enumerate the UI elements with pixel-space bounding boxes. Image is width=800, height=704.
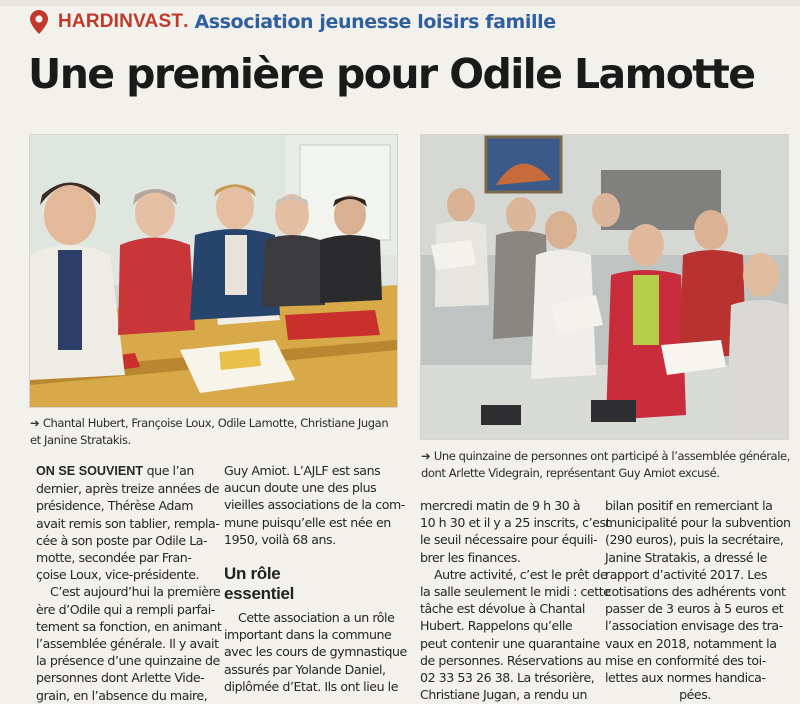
column-line: Cette association a un rôle [238,610,395,625]
section-subheading [224,564,294,604]
right-photo-caption [421,448,790,482]
left-caption-line: et Janine Stratakis. [30,433,131,447]
column-line: çoise Loux, vice-présidente. [36,567,200,583]
left-caption-line: Chantal Hubert, Françoise Loux, Odile Lamotte, Christiane Jugan [42,416,389,430]
text-column-2-bottom [224,609,407,695]
column-line: municipalité pour la subvention [605,515,791,531]
text-column-2 [224,462,405,548]
text-column-3 [420,497,611,703]
column-line: 10 h 30 et il y a 25 inscrits, c’est [420,515,611,531]
column-line: que l’an [143,463,194,478]
kicker-section: Association jeunesse loisirs famille [194,11,556,33]
column-line: personnes dont Arlette Vide- [36,670,205,686]
column-line: Guy Amiot. L’AJLF est sans [224,463,381,478]
column-line: de personnes. Réservations au [420,652,602,668]
column-line: tâche est dévolue à Chantal [420,601,585,617]
article-lead: ON SE SOUVIENT [36,464,144,478]
page-top-edge [0,0,800,6]
column-line: mercredi matin de 9 h 30 à [420,498,581,513]
column-line: peut contenir une quarantaine [420,635,600,651]
column-line: cotisations des adhérents vont [605,584,786,600]
column-line: bilan positif en remerciant la [605,498,773,513]
column-line: Christiane Jugan, a rendu un [420,687,587,703]
column-line: dernier, après treize années de [36,481,220,497]
column-line: brer les finances. [420,549,521,565]
caption-arrow-icon: ➔ [30,416,43,430]
column-line: 02 33 53 26 38. La trésorière, [420,670,595,686]
column-line: l’assemblée générale. Il y avait [36,636,219,652]
column-line: lettes aux normes handica- [605,670,766,686]
column-line: passer de 3 euros à 5 euros et [605,601,784,617]
column-line: le seuil nécessaire pour équili- [420,532,598,548]
column-line: rapport d’activité 2017. Les [605,566,767,582]
column-line: C’est aujourd’hui la première [50,584,221,600]
article-kicker [30,8,556,36]
left-photo-caption [30,415,388,449]
column-line: cée à son poste par Odile La- [36,532,208,548]
kicker-separator: . [183,11,189,32]
column-line: mise en conformité des toi- [605,652,766,668]
column-line: (290 euros), puis la secrétaire, [605,532,784,548]
subheading-line: essentiel [224,584,295,603]
column-line: assurés par Yolande Daniel, [224,661,386,677]
caption-arrow-icon: ➔ [421,449,434,463]
column-line: ère d’Odile qui a rempli parfai- [36,601,215,617]
column-line: avec les cours de gymnastique [224,644,407,660]
column-line: important dans la commune [224,627,392,643]
column-line: l’association envisage des tra- [605,618,783,634]
column-line: la présence d’une quinzaine de [36,653,220,669]
photo-general-assembly [420,134,789,440]
column-line: avait remis son tablier, rempla- [36,515,220,531]
text-column-4 [605,497,791,703]
text-column-1 [36,462,222,704]
column-line: vaux en 2018, notamment la [605,635,777,651]
column-line: pées. [679,687,711,703]
right-caption-line: dont Arlette Videgrain, représentant Guy Amiot excusé. [421,466,720,480]
column-line: Janine Stratakis, a dressé le [605,549,767,565]
column-line: 1950, voilà 68 ans. [224,531,336,547]
column-line: mune puisqu’elle est née en [224,514,391,530]
location-pin-icon [30,10,48,34]
right-caption-line: Une quinzaine de personnes ont participé à l’assemblée générale, [433,449,790,463]
column-line: Hubert. Rappelons qu’elle [420,618,573,634]
column-line: tement sa fonction, en animant [36,618,222,634]
column-line: motte, secondée par Fran- [36,550,192,566]
kicker-location: HARDINVAST [58,11,184,32]
column-line: grain, en l’absence du maire, [36,687,208,703]
article-headline: Une première pour Odile Lamotte [28,50,755,98]
subheading-line: Un rôle [224,564,281,583]
column-line: présidence, Thérèse Adam [36,498,194,514]
column-line: aucun doute une des plus [224,480,377,496]
photo-board-members [29,134,398,408]
column-line: diplômée d’Etat. Ils ont lieu le [224,678,398,694]
column-line: Autre activité, c’est le prêt de [434,566,608,582]
column-line: vieilles associations de la com- [224,497,405,513]
column-line: la salle seulement le midi : cette [420,584,611,600]
